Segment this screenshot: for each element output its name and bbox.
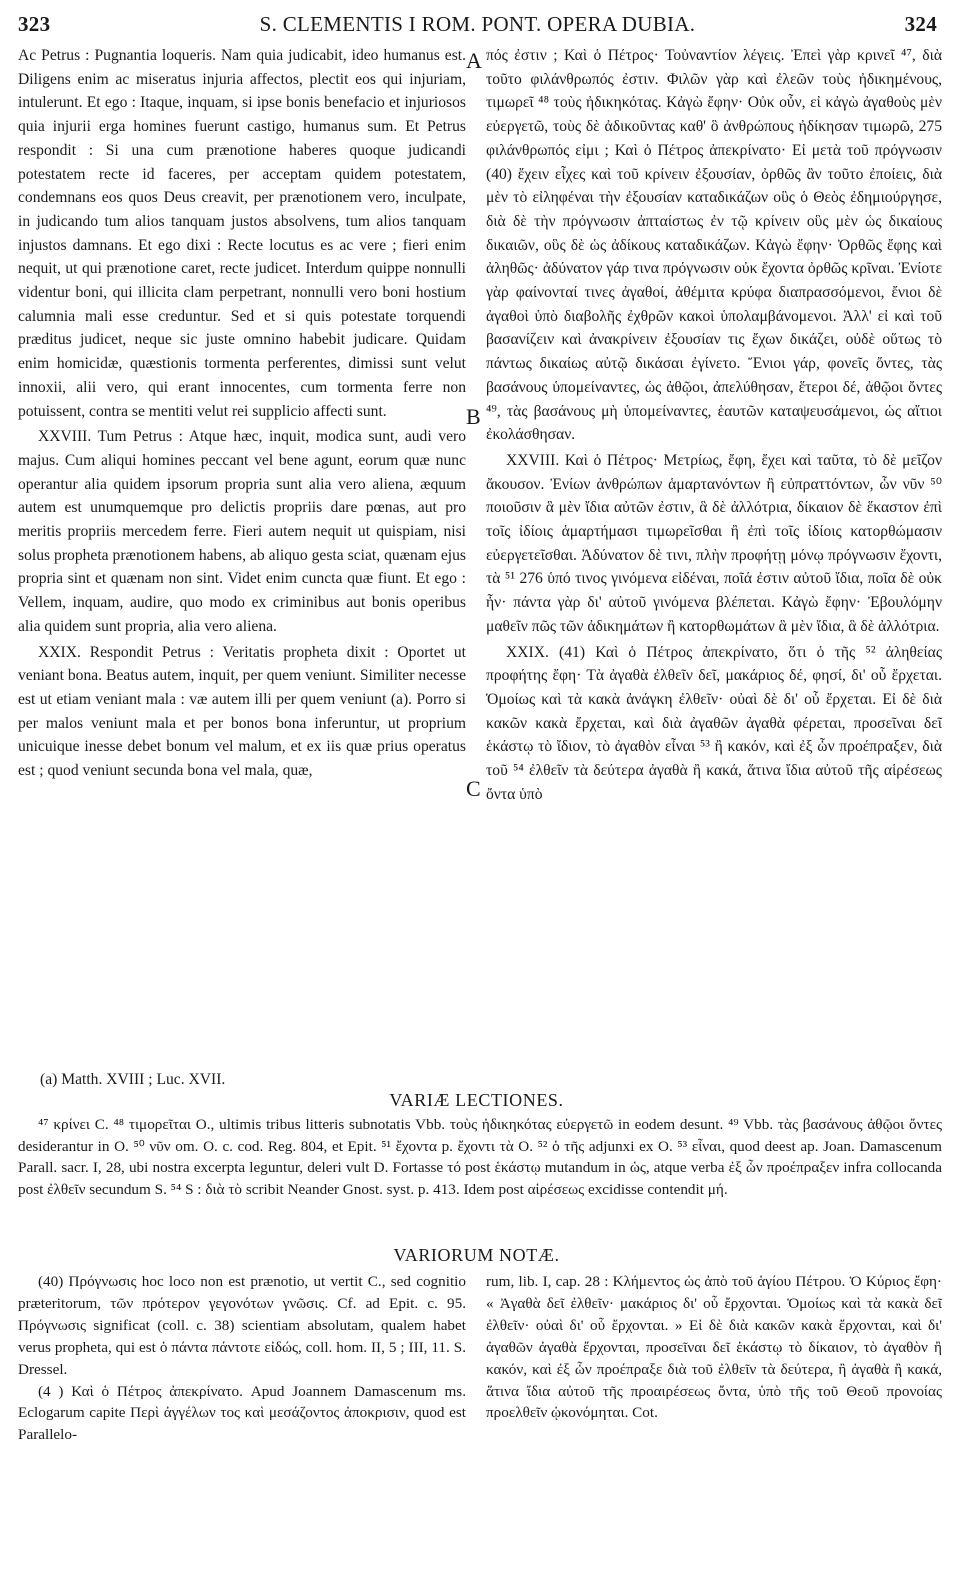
variae-lectiones-title: VARIÆ LECTIONES. <box>389 1090 564 1110</box>
latin-paragraph: XXVIII. Tum Petrus : Atque hæc, inquit, modica sunt, audi vero majus. Cum aliqui homines peccant vel bene agunt, eorum quæ nunc operantur alia quidem ipsorum propria sunt alia vero aliena, æquum autem est unumquemque pro delictis propriis dare pœnas, aut pro meritis propriis mercedem ferre. Fieri autem nequit ut quispiam, nisi solus propheta prænotionem habens, ab aliquo gesta sciat, quænam ejus propria sint et quænam non sint. Videt enim cuncta quæ fiunt. Et ego : Vellem, inquam, audire, quo modo ex criminibus aut bonis operibus alia quidem sunt propria, alia vero aliena. <box>18 428 466 635</box>
margin-marker: B <box>466 404 481 429</box>
greek-paragraph: XXIX. (41) Καὶ ὁ Πέτρος ἀπεκρίνατο, ὅτι ὁ τῆς ⁵² ἀληθείας προφήτης ἔφη· Τὰ ἀγαθὰ ἐλθεῖν δεῖ, μακάριος δέ, φησί, δι' οὗ ἔρχεται. Ὁμοίως καὶ τὰ κακὰ ἀνάγκη ἐλθεῖν· οὐαὶ δὲ δι' οὗ ἔρχεται. Εἰ δὲ διὰ κακῶν κακὰ ἔρχεται, καὶ διὰ ἀγαθῶν ἀγαθὰ φέρεται, προσεῖναι δεῖ ἑκάστῳ τὸ ἴδιον, τὸ ἀγαθὸν εἶναι ⁵³ ἢ κακόν, καὶ ἐξ ὧν προέπραξεν, διὰ τοῦ ⁵⁴ ἐλθεῖν τὰ δεύτερα ἀγαθὰ ἢ κακά, ἅτινα ἴδια αὐτοῦ τῆς αἱρέσεως ὄντα ὑπὸ <box>486 643 942 803</box>
variae-text: ⁴⁷ κρίνει C. ⁴⁸ τιμορεῖται O., ultimis tribus litteris subnotatis Vbb. τοὺς ἠδικηκότας εὐεργετῶ in eodem desunt. ⁴⁹ Vbb. τὰς βασάνους ἀθῷοι ὄντες desiderantur in O. ⁵⁰ νῦν om. O. c. cod. Reg. 804, et Epit. ⁵¹ ἔχοντα p. ἔχοντι τὰ O. ⁵² ὁ τῆς adjunxi ex O. ⁵³ εἶναι, quod deest ap. Joan. Damascenum Parall. sacr. I, 28, ubi nostra excerpta leguntur, deleri vult D. Fortasse τό post ἑκάστῳ mutandum in ὡς, atque verba ἐξ ὧν προέπραξεν infra collocanda post ἐλθεῖν secundum S. ⁵⁴ S : διὰ τὸ scribit Neander Gnost. syst. p. 413. Idem post αἱρέσεως excidisse contendit μή. <box>18 1116 942 1198</box>
greek-column <box>486 44 942 807</box>
variorum-notae-title: VARIORUM NOTÆ. <box>393 1245 560 1265</box>
note-paragraph: (4 ) Καὶ ὁ Πέτρος ἀπεκρίνατο. Apud Joannem Damascenum ms. Eclogarum capite Περὶ ἀγγέλων τος καὶ μεσάζοντος ἀποκρισιν, quod est Parallelo- <box>18 1382 466 1444</box>
variae-lectiones <box>18 1114 942 1200</box>
greek-paragraph: XXVIII. Καὶ ὁ Πέτρος· Μετρίως, ἔφη, ἔχει καὶ ταῦτα, τὸ δὲ μεῖζον ἄκουσον. Ἐνίων ἀνθρώπων ἁμαρτανόντων ἢ εὐπραττόντων, ὧν νῦν ⁵⁰ ποιοῦσιν ἃ μὲν ἴδια αὐτῶν ἐστιν, ἃ δὲ ἀλλότρια, δίκαιον δὲ ἕκαστον ἐπὶ τοῖς ἰδίοις ἁμαρτήμασι τιμωρεῖσθαι ἢ ἐπὶ τοῖς ἰδίοις κατορθώμασιν εὐεργετεῖσθαι. Ἀδύνατον δὲ τινι, πλὴν προφήτῃ μόνῳ πρόγνωσιν ἔχοντι, τὰ ⁵¹ 276 ὑπό τινος γινόμενα εἰδέναι, ποῖά ἐστιν αὐτοῦ ἴδια, ποῖα δὲ οὐκ ἦν· πάντα γὰρ δι' αὐτοῦ γινόμενα βλέπεται. Κἀγὼ ἔφην· Ἐβουλόμην μαθεῖν πῶς τῶν ἀδικημάτων ἢ κατορθωμάτων ἃ μὲν ἴδια, ἃ δὲ ἀλλότρια. <box>486 451 942 635</box>
note-paragraph: rum, lib. I, cap. 28 : Κλήμεντος ὡς ἀπὸ τοῦ ἁγίου Πέτρου. Ὁ Κύριος ἔφη· « Ἀγαθὰ δεῖ ἐλθεῖν· μακάριος δι' οὗ ἔρχονται. Ὁμοίως καὶ τὰ κακὰ δεῖ ἐλθεῖν· οὐαὶ δι' οὗ ἔρχονται. » Εἰ δὲ διὰ κακῶν κακὰ ἔρχονται, καὶ δι' ἀγαθῶν ἀγαθὰ ἔρχονται, προσεῖναι δεῖ ἑκάστῳ τὸ δίκαιον, τὸ ἀγαθὸν ἢ κακόν, καὶ ἐξ ὧν προέπραξε διὰ τοῦ ἐλθεῖν τὰ δεύτερα, ἢ ἀγαθὰ ἢ κακά, ἅτινα ἴδια αὐτοῦ τῆς προαιρέσεως ὄντα, ὑπὸ τῆς τοῦ Θεοῦ προνοίας προελθεῖν ᾠκονόμηται. Cot. <box>486 1273 942 1422</box>
page-number-left: 323 <box>18 12 51 36</box>
margin-marker: A <box>466 48 482 73</box>
running-title: S. CLEMENTIS I ROM. PONT. OPERA DUBIA. <box>259 12 696 36</box>
notae-right-column <box>486 1271 942 1424</box>
running-head <box>18 12 937 40</box>
margin-marker: C <box>466 776 481 801</box>
latin-paragraph: Ac Petrus : Pugnantia loqueris. Nam quia judicabit, ideo humanus est. Diligens enim ac miseratus injuria affectos, plectit eos qui injuriam, intulerunt. Et ego : Itaque, inquam, si ipse bonis benefacio et injuriosos quia injurii erga homines fuerunt castigo, humanus sum. Et Petrus respondit : Si una cum prænotione haberes quoque judicandi potestatem recte id faceres, per acceptam quidem potestatem, condemnans eos quos Deus creavit, per prænotionem vero, inculpate, in judicando tum alios tanquam justos absolvens, tum alios tanquam injustos damnans. Et ego dixi : Recte locutus es ac vere ; fieri enim nequit, ut qui prænotione caret, recte judicet. Interdum quippe nonnulli videntur boni, qui illicita clam perpetrant, nonnulli vero boni hostium calumnia mali esse creduntur. Sed et si quis potestate torquendi præditus judicet, neque sic juste omnino habebit judicare. Quidam enim homicidæ, quæstionis tormenta perferentes, dimissi sunt velut innoxii, alii vero, qui erant innocentes, cum tormenta ferre non potuissent, contra se mentiti velut rei supplicio affecti sunt. <box>18 47 466 420</box>
note-paragraph: (40) Πρόγνωσις hoc loco non est prænotio, ut vertit C., sed cognitio præteritorum, τῶν πρότερον γεγονότων γνῶσις. Cf. ad Epit. c. 95. Πρόγνωσις significat (coll. c. 38) scientiam absolutam, qualem habet verus propheta, qui est ὁ πάντα πάντοτε εἰδώς, coll. hom. II, 5 ; III, 11. S. Dressel. <box>18 1273 466 1378</box>
latin-column <box>18 44 466 783</box>
scripture-footnote: (a) Matth. XVIII ; Luc. XVII. <box>40 1071 226 1088</box>
greek-paragraph: πός ἐστιν ; Καὶ ὁ Πέτρος· Τοὐναντίον λέγεις. Ἐπεὶ γὰρ κρινεῖ ⁴⁷, διὰ τοῦτο φιλάνθρωπός ἐστιν. Φιλῶν γὰρ καὶ ἐλεῶν τοὺς ἠδικημένους, τιμωρεῖ ⁴⁸ τοὺς ἠδικηκότας. Κἀγὼ ἔφην· Οὐκ οὖν, εἰ κἀγὼ ἀγαθοὺς μὲν εὐεργετῶ, τοὺς δὲ ἀδικοῦντας καθ' ὃ ἀνθρώπους ἠδίκησαν τιμωρῶ, 275 φιλάνθρωπός εἰμι ; Καὶ ὁ Πέτρος ἀπεκρίνατο· Εἰ μετὰ τοῦ πρόγνωσιν (40) ἔχειν εἶχες καὶ τοῦ κρίνειν ἐξουσίαν, ὀρθῶς ἂν τοῦτο ἐποίεις, διὰ μὲν τὸ εἰληφέναι τὴν ἐξουσίαν καταδικάζων οὓς ὁ Θεὸς ἐδημιούργησε, διὰ δὲ τὴν πρόγνωσιν ἀπταίστως ἐν τῷ κρίνειν οὓς μὲν ὡς δικαίους δικαιῶν, οὓς δὲ ὡς ἀδίκους καταδικάζων. Κἀγὼ ἔφην· Ὀρθῶς ἔφης καὶ ἀληθῶς· ἀδύνατον γάρ τινα πρόγνωσιν οὐκ ἔχοντα ὀρθῶς κρῖναι. Ἐνίοτε γὰρ φαίνονταί τινες ἀγαθοί, ἀθέμιτα κρύφα διαπρασσόμενοι, ἔνιοι δὲ ἀγαθοὶ ὑπὸ διαβολῆς ἐχθρῶν κακοὶ ὑπολαμβάνομενοι. Ἀλλ' εἰ καὶ τοῦ βασανίζειν καὶ ἀνακρίνειν ἐξουσίαν τις ἔχων δικάζει, οὐδὲ οὕτως τὸ πάντως δικαίως αὐτῷ δικάσαι ἐγίνετο. Ἔνιοι γάρ, φονεῖς ὄντες, τὰς βασάνους ὑπομείναντες, ὡς ἀθῷοι, ἀπελύθησαν, ἕτεροι δέ, ἀθῷοι ὄντες ⁴⁹, τὰς βασάνους μὴ ὑπομείναντες, ἑαυτῶν καταψευσάμενοι, ὡς αἴτιοι ἐκολάσθησαν. <box>486 47 942 444</box>
notae-left-column <box>18 1271 466 1446</box>
page-number-right: 324 <box>904 12 937 36</box>
latin-paragraph: XXIX. Respondit Petrus : Veritatis propheta dixit : Oportet ut veniant bona. Beatus autem, inquit, per quem veniunt. Similiter necesse est ut etiam veniant mala : væ autem illi per quem veniunt (a). Porro si per malos veniunt mala et per bonos bona inferuntur, ut proprium unicuique inesse debet bonum vel malum, et ex iis quæ prius operatus est ; quod veniunt secunda bona vel mala, quæ, <box>18 643 466 780</box>
